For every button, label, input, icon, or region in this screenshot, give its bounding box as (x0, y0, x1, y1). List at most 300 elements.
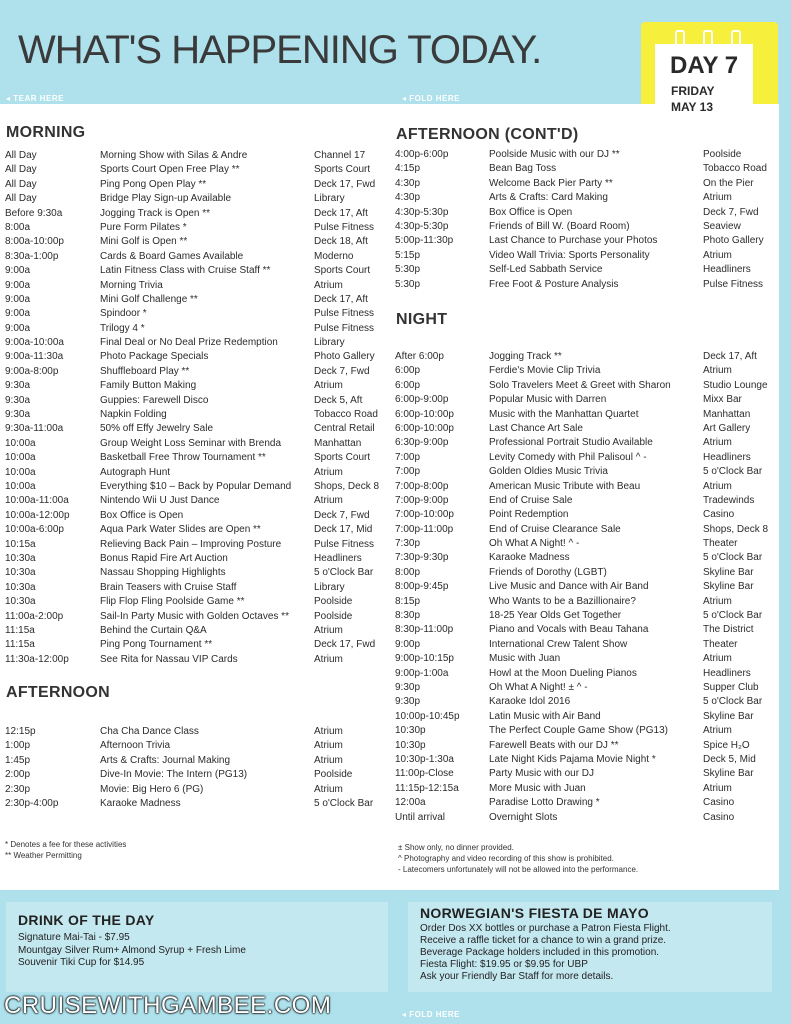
event-activity: Arts & Crafts: Journal Making (100, 754, 231, 766)
schedule-row (5, 595, 391, 609)
schedule-row (395, 695, 783, 709)
event-time: All Day (5, 164, 37, 176)
schedule-row (395, 609, 783, 623)
event-venue: Headliners (703, 667, 751, 679)
schedule-row (395, 480, 783, 494)
event-time: 9:30a-11:00a (5, 423, 64, 435)
schedule-row (395, 595, 783, 609)
event-activity: Cha Cha Dance Class (100, 726, 199, 737)
event-activity: Photo Package Specials (100, 351, 209, 363)
event-venue: Atrium (703, 595, 732, 607)
event-time: 10:00a-6:00p (5, 524, 64, 536)
event-activity: Who Wants to be a Bazillionaire? (489, 595, 636, 607)
event-time: 11:00a-2:00p (5, 610, 64, 622)
event-venue: Photo Gallery (314, 351, 375, 363)
event-activity: Late Night Kids Pajama Movie Night * (489, 753, 656, 765)
event-venue: Tradewinds (703, 494, 755, 506)
schedule-row (395, 191, 783, 205)
schedule-row (395, 278, 783, 292)
event-time: 8:30a-1:00p (5, 250, 59, 262)
event-time: 7:00p-10:00p (395, 509, 454, 521)
event-time: 9:00a (5, 293, 31, 305)
schedule-row (395, 494, 783, 508)
fiesta-line: Receive a raffle ticket for a chance to win a grand prize. (420, 935, 667, 946)
event-venue: Pulse Fitness (314, 308, 375, 320)
schedule-row (5, 192, 391, 206)
drink-line: Mountgay Silver Rum+ Almond Syrup + Fresh Lime (18, 944, 246, 956)
event-activity: Friends of Bill W. (Board Room) (489, 220, 630, 232)
event-venue: Poolside (314, 610, 353, 622)
schedule-row (5, 466, 391, 480)
calendar-date: MAY 13 (671, 100, 714, 114)
event-time: 9:00p-10:15p (395, 653, 454, 665)
event-activity: Farewell Beats with our DJ ** (489, 739, 619, 751)
fiesta-title: NORWEGIAN'S FIESTA DE MAYO (420, 905, 649, 921)
event-venue: Poolside (314, 596, 353, 608)
event-venue: 5 o'Clock Bar (703, 696, 763, 708)
event-venue: Headliners (703, 451, 751, 463)
event-activity: Trilogy 4 * (100, 322, 145, 334)
event-venue: Sports Court (314, 164, 371, 176)
event-activity: Sports Court Open Free Play ** (100, 164, 240, 176)
event-time: 9:00p-1:00a (395, 667, 449, 679)
event-activity: Jogging Track ** (489, 351, 562, 362)
schedule-row (395, 436, 783, 450)
event-venue: Pulse Fitness (314, 221, 375, 233)
event-venue: Pulse Fitness (314, 538, 375, 550)
event-venue: Sports Court (314, 452, 371, 464)
event-venue: Skyline Bar (703, 566, 754, 578)
schedule-row (5, 754, 391, 768)
event-activity: Box Office is Open (489, 206, 573, 218)
page-title: WHAT'S HAPPENING TODAY. (18, 28, 542, 72)
event-activity: American Music Tribute with Beau (489, 480, 641, 492)
schedule-row (5, 624, 391, 638)
event-venue: Supper Club (703, 681, 759, 693)
schedule-row (395, 523, 783, 537)
event-activity: Ping Pong Tournament ** (100, 639, 213, 651)
event-time: 5:00p-11:30p (395, 235, 454, 247)
event-activity: Arts & Crafts: Card Making (489, 192, 608, 204)
event-venue: Library (314, 581, 345, 593)
event-venue: Deck 17, Mid (314, 524, 373, 536)
morning-schedule (5, 149, 391, 667)
event-time: All Day (5, 150, 37, 161)
watermark: CRUISEWITHGAMBEE.COM (4, 992, 332, 1019)
event-activity: Spindoor * (100, 308, 147, 320)
event-venue: Pulse Fitness (314, 322, 375, 334)
event-venue: Poolside (314, 769, 353, 781)
event-time: 9:00a (5, 322, 31, 334)
schedule-row (5, 394, 391, 408)
event-activity: Overnight Slots (489, 811, 558, 823)
event-activity: Shuffleboard Play ** (100, 365, 190, 377)
event-time: After 6:00p (395, 351, 444, 362)
event-time: 9:00a-10:00a (5, 337, 64, 349)
schedule-row (395, 263, 783, 277)
schedule-row (395, 234, 783, 248)
event-activity: Basketball Free Throw Tournament ** (100, 452, 266, 464)
event-activity: Welcome Back Pier Party ** (489, 177, 613, 189)
schedule-row (395, 638, 783, 652)
event-activity: Last Chance Art Sale (489, 422, 583, 434)
section-morning: MORNING (6, 124, 86, 141)
event-activity: Dive-In Movie: The Intern (PG13) (100, 769, 248, 781)
event-activity: Nassau Shopping Highlights (100, 567, 226, 579)
event-activity: Relieving Back Pain – Improving Posture (100, 538, 282, 550)
event-activity: Morning Trivia (100, 279, 163, 291)
schedule-row (395, 580, 783, 594)
schedule-row (5, 610, 391, 624)
schedule-row (395, 710, 783, 724)
schedule-row (395, 537, 783, 551)
event-venue: Casino (703, 797, 735, 809)
event-activity: Popular Music with Darren (489, 394, 607, 406)
drink-of-the-day-box (6, 902, 388, 992)
event-time: 6:00p-10:00p (395, 422, 454, 434)
event-venue: Spice H₂O (703, 739, 750, 751)
event-activity: Paradise Lotto Drawing * (489, 797, 600, 809)
event-venue: Skyline Bar (703, 581, 754, 593)
night-schedule (395, 350, 783, 825)
schedule-row (395, 393, 783, 407)
event-activity: See Rita for Nassau VIP Cards (100, 653, 238, 665)
event-time: 11:15a (5, 639, 35, 651)
fiesta-line: Fiesta Flight: $19.95 or $9.95 for UBP (420, 959, 588, 970)
schedule-row (395, 206, 783, 220)
schedule-row (5, 638, 391, 652)
event-venue: Moderno (314, 250, 354, 262)
drink-line: Souvenir Tiki Cup for $14.95 (18, 957, 145, 968)
schedule-row (395, 350, 783, 364)
schedule-row (5, 437, 391, 451)
event-venue: 5 o'Clock Bar (314, 567, 374, 579)
event-venue: Deck 7, Fwd (703, 206, 759, 218)
event-venue: Skyline Bar (703, 768, 754, 780)
event-activity: Free Foot & Posture Analysis (489, 278, 619, 290)
event-time: 10:30p (395, 739, 426, 751)
schedule-row (5, 235, 391, 249)
event-activity: Piano and Vocals with Beau Tahana (489, 624, 649, 636)
section-night: NIGHT (396, 311, 448, 328)
event-time: 10:00a (5, 437, 36, 449)
event-activity: Oh What A Night! ± ^ - (489, 681, 588, 693)
event-activity: Everything $10 – Back by Popular Demand (100, 480, 292, 492)
event-activity: Pure Form Pilates * (100, 221, 187, 233)
event-activity: Ferdie's Movie Clip Trivia (489, 365, 601, 377)
event-time: 9:30a (5, 394, 31, 406)
event-time: 5:30p (395, 278, 421, 290)
schedule-row (395, 249, 783, 263)
event-time: 10:30a (5, 552, 36, 564)
event-venue: Skyline Bar (703, 710, 754, 722)
event-activity: Aqua Park Water Slides are Open ** (100, 524, 261, 536)
schedule-row (395, 379, 783, 393)
schedule-row (395, 623, 783, 637)
schedule-row (5, 163, 391, 177)
event-venue: Deck 5, Aft (314, 394, 363, 406)
event-time: 1:00p (5, 740, 31, 752)
event-activity: Howl at the Moon Dueling Pianos (489, 667, 637, 679)
event-venue: Deck 17, Aft (703, 351, 757, 362)
event-venue: Library (314, 193, 345, 205)
schedule-row (395, 364, 783, 378)
event-time: 10:30a (5, 581, 36, 593)
schedule-row (5, 783, 391, 797)
event-venue: Atrium (314, 783, 343, 795)
event-venue: Atrium (314, 653, 343, 665)
schedule-row (395, 465, 783, 479)
schedule-row (5, 250, 391, 264)
event-time: 7:00p-8:00p (395, 480, 449, 492)
event-time: 9:00p (395, 638, 421, 650)
schedule-row (395, 162, 783, 176)
schedule-row (5, 451, 391, 465)
event-activity: Morning Show with Silas & Andre (100, 150, 248, 161)
schedule-row (395, 566, 783, 580)
event-time: 10:15a (5, 538, 36, 550)
section-afternoon-cont: AFTERNOON (CONT'D) (396, 126, 579, 143)
event-time: 9:00a-8:00p (5, 365, 59, 377)
event-activity: Napkin Folding (100, 409, 167, 421)
schedule-row (5, 279, 391, 293)
event-time: 4:30p-5:30p (395, 206, 449, 218)
event-time: All Day (5, 193, 37, 205)
event-activity: Music with the Manhattan Quartet (489, 408, 639, 420)
event-venue: Sports Court (314, 265, 371, 277)
drink-line: Signature Mai-Tai - $7.95 (18, 932, 130, 943)
event-time: 6:00p (395, 379, 421, 391)
event-time: 10:00a (5, 466, 36, 478)
event-time: 8:00p-9:45p (395, 581, 449, 593)
event-venue: Channel 17 (314, 150, 366, 161)
schedule-row (395, 796, 783, 810)
schedule-row (5, 307, 391, 321)
event-time: 6:00p-9:00p (395, 394, 449, 406)
event-venue: Central Retail (314, 423, 375, 435)
event-time: 4:00p-6:00p (395, 149, 449, 160)
event-venue: Atrium (703, 365, 732, 377)
event-venue: Atrium (703, 653, 732, 665)
event-venue: Theater (703, 638, 738, 650)
event-activity: The Perfect Couple Game Show (PG13) (489, 725, 668, 737)
event-venue: Manhattan (703, 408, 751, 420)
event-activity: Behind the Curtain Q&A (100, 624, 207, 636)
event-activity: Poolside Music with our DJ ** (489, 149, 620, 160)
event-venue: Deck 7, Fwd (314, 365, 370, 377)
event-time: 4:30p (395, 192, 421, 204)
schedule-row (5, 494, 391, 508)
event-time: 7:00p (395, 466, 421, 478)
event-time: All Day (5, 178, 37, 190)
event-venue: Theater (703, 538, 738, 550)
event-time: 12:15p (5, 726, 36, 737)
schedule-row (5, 480, 391, 494)
event-activity: Karaoke Madness (100, 797, 181, 809)
event-time: 6:30p-9:00p (395, 437, 449, 449)
schedule-row (5, 725, 391, 739)
schedule-row (5, 264, 391, 278)
event-venue: Deck 17, Aft (314, 293, 368, 305)
schedule-row (395, 422, 783, 436)
event-venue: Atrium (703, 249, 732, 261)
event-venue: Mixx Bar (703, 394, 742, 406)
event-activity: Cards & Board Games Available (100, 250, 244, 262)
schedule-row (5, 350, 391, 364)
event-activity: Bonus Rapid Fire Art Auction (100, 552, 228, 564)
event-time: 9:00a-11:30a (5, 351, 64, 363)
drink-title: DRINK OF THE DAY (18, 912, 155, 928)
schedule-row (5, 207, 391, 221)
event-time: 9:30a (5, 409, 31, 421)
event-venue: Pulse Fitness (703, 278, 764, 290)
afternoon-schedule (5, 725, 391, 811)
schedule-row (395, 508, 783, 522)
schedule-row (5, 509, 391, 523)
event-venue: Shops, Deck 8 (314, 480, 380, 492)
fold-here-label-bottom: ◂ FOLD HERE (402, 1010, 460, 1019)
event-activity: Latin Music with Air Band (489, 710, 601, 722)
event-venue: Atrium (703, 437, 732, 449)
event-activity: Karaoke Madness (489, 552, 570, 564)
event-time: 2:30p-4:00p (5, 797, 59, 809)
event-venue: Deck 5, Mid (703, 753, 756, 765)
event-venue: Deck 17, Fwd (314, 178, 376, 190)
event-time: 9:30a (5, 380, 31, 392)
event-venue: Atrium (703, 480, 732, 492)
event-activity: Mini Golf Challenge ** (100, 293, 198, 305)
schedule-row (5, 739, 391, 753)
event-time: 4:30p-5:30p (395, 220, 449, 232)
event-activity: Autograph Hunt (100, 466, 171, 478)
schedule-row (395, 667, 783, 681)
event-activity: Professional Portrait Studio Available (489, 437, 653, 449)
event-venue: 5 o'Clock Bar (314, 797, 374, 809)
event-venue: Casino (703, 811, 735, 823)
event-activity: Levity Comedy with Phil Palisoul ^ - (489, 451, 647, 463)
schedule-row (395, 652, 783, 666)
schedule-row (395, 724, 783, 738)
event-time: Until arrival (395, 811, 446, 823)
tear-here-label: ◂ TEAR HERE (6, 94, 64, 103)
schedule-row (395, 148, 783, 162)
schedule-row (5, 379, 391, 393)
event-activity: Family Button Making (100, 380, 197, 392)
event-activity: Final Deal or No Deal Prize Redemption (100, 337, 278, 349)
event-time: 8:15p (395, 595, 421, 607)
event-venue: Atrium (314, 754, 343, 766)
event-time: 9:00a (5, 308, 31, 320)
fiesta-line: Order Dos XX bottles or purchase a Patron Fiesta Flight. (420, 923, 671, 934)
event-activity: Latin Fitness Class with Cruise Staff ** (100, 265, 271, 277)
event-activity: More Music with Juan (489, 782, 586, 794)
event-time: 5:30p (395, 264, 421, 276)
event-venue: Atrium (314, 726, 343, 737)
event-time: Before 9:30a (5, 207, 63, 219)
event-venue: Manhattan (314, 437, 362, 449)
event-time: 11:15p-12:15a (395, 782, 459, 794)
event-time: 7:30p (395, 538, 421, 550)
schedule-row (5, 365, 391, 379)
schedule-row (5, 523, 391, 537)
event-time: 10:30a (5, 567, 36, 579)
event-venue: Atrium (314, 740, 343, 752)
event-activity: Mini Golf is Open ** (100, 236, 188, 248)
event-time: 1:45p (5, 754, 31, 766)
event-activity: Sail-In Party Music with Golden Octaves ** (100, 610, 289, 622)
event-venue: Shops, Deck 8 (703, 523, 769, 535)
event-venue: Tobacco Road (703, 163, 767, 175)
event-venue: Atrium (703, 192, 732, 204)
event-time: 8:00a-10:00p (5, 236, 64, 248)
schedule-row (395, 220, 783, 234)
fiesta-promo-box (408, 902, 772, 992)
event-time: 4:15p (395, 163, 421, 175)
event-venue: Deck 17, Fwd (314, 639, 376, 651)
event-time: 7:00p-11:00p (395, 523, 454, 535)
event-venue: On the Pier (703, 177, 754, 189)
event-activity: End of Cruise Clearance Sale (489, 523, 621, 535)
event-time: 9:30p (395, 681, 421, 693)
schedule-row (5, 797, 391, 811)
afternoon-cont-schedule (395, 148, 783, 292)
schedule-row (395, 408, 783, 422)
event-venue: Tobacco Road (314, 409, 378, 421)
event-venue: 5 o'Clock Bar (703, 610, 763, 622)
event-venue: Atrium (314, 466, 343, 478)
schedule-row (395, 551, 783, 565)
event-activity: Nintendo Wii U Just Dance (100, 495, 220, 507)
event-time: 2:30p (5, 783, 31, 795)
event-time: 10:00a (5, 480, 36, 492)
event-time: 6:00p-10:00p (395, 408, 454, 420)
schedule-row (395, 782, 783, 796)
event-venue: Atrium (703, 782, 732, 794)
schedule-row (395, 177, 783, 191)
event-time: 7:00p (395, 451, 421, 463)
event-venue: 5 o'Clock Bar (703, 552, 763, 564)
event-activity: 50% off Effy Jewelry Sale (100, 423, 214, 435)
event-venue: Atrium (314, 279, 343, 291)
fiesta-line: Beverage Package holders included in this promotion. (420, 947, 660, 958)
fiesta-line: Ask your Friendly Bar Staff for more details. (420, 971, 614, 982)
event-time: 9:30p (395, 696, 421, 708)
schedule-row (5, 422, 391, 436)
schedule-row (5, 221, 391, 235)
event-time: 10:00a (5, 452, 36, 464)
event-activity: Friends of Dorothy (LGBT) (489, 566, 607, 578)
event-venue: Casino (703, 509, 735, 521)
schedule-row (5, 336, 391, 350)
event-time: 10:30p-1:30a (395, 753, 454, 765)
event-time: 10:30a (5, 596, 36, 608)
event-time: 8:30p-11:00p (395, 624, 454, 636)
schedule-row (5, 552, 391, 566)
event-activity: Ping Pong Open Play ** (100, 178, 207, 190)
schedule-row (395, 767, 783, 781)
schedule-row (5, 653, 391, 667)
event-time: 6:00p (395, 365, 421, 377)
event-venue: Headliners (703, 264, 751, 276)
event-venue: Library (314, 337, 345, 349)
event-time: 2:00p (5, 769, 31, 781)
event-activity: Karaoke Idol 2016 (489, 696, 571, 708)
fold-here-label: ◂ FOLD HERE (402, 94, 460, 103)
event-venue: Atrium (703, 725, 732, 737)
schedule-row (5, 408, 391, 422)
event-activity: End of Cruise Sale (489, 494, 573, 506)
event-time: 9:00a (5, 279, 31, 291)
